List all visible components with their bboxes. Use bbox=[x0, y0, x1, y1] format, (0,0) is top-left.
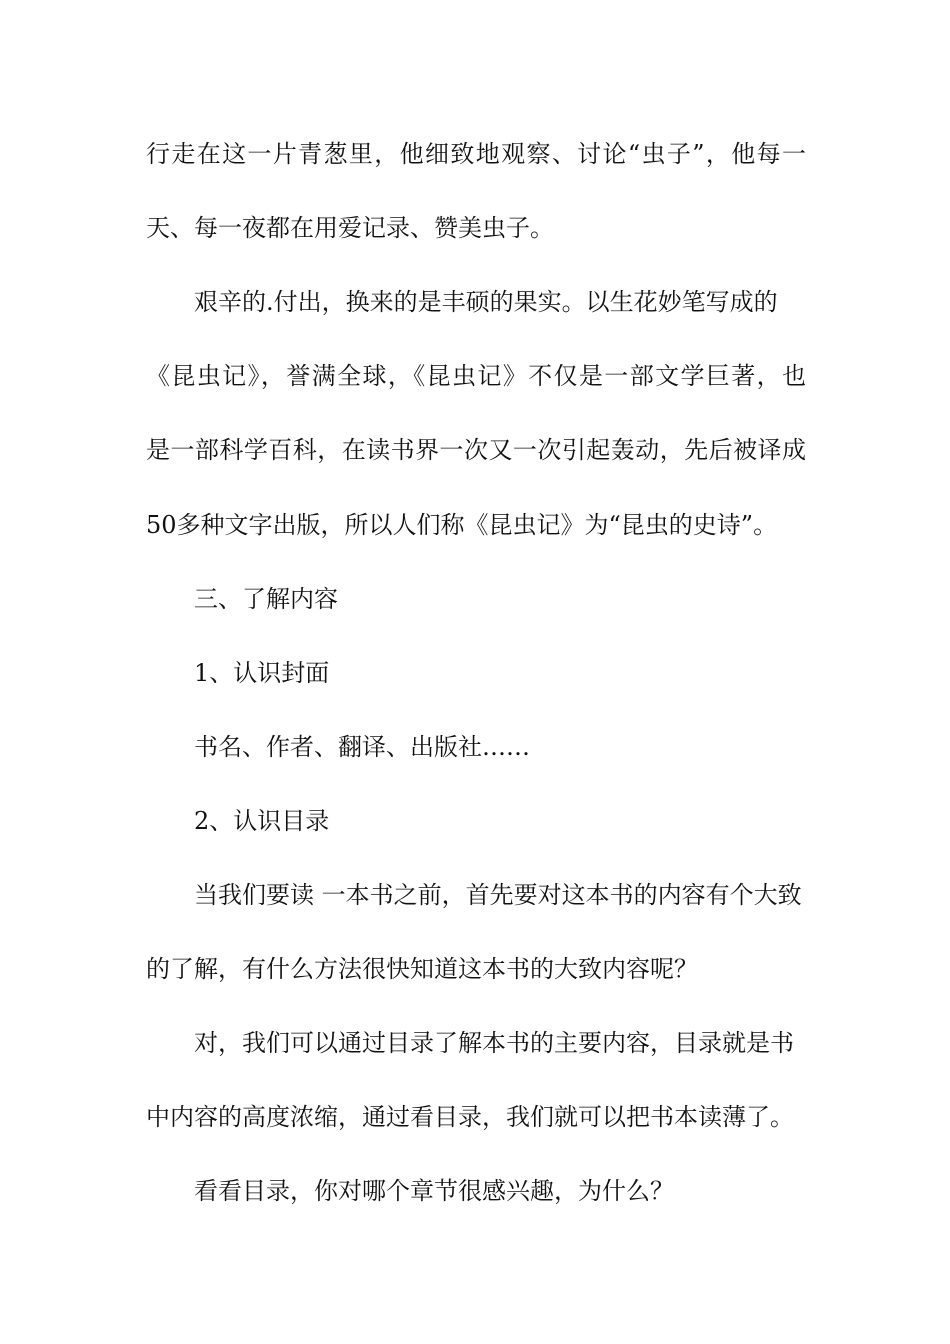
paragraph-line: 当我们要读 一本书之前，首先要对这本书的内容有个大致 bbox=[194, 881, 802, 909]
subsection-heading: 2、认识目录 bbox=[194, 807, 330, 835]
paragraph-line: 《昆虫记》，誉满全球，《昆虫记》不仅是一部文学巨著，也 bbox=[146, 362, 806, 390]
paragraph-line: 艰辛的.付出，换来的是丰硕的果实。以生花妙笔写成的 bbox=[194, 288, 778, 316]
paragraph-line: 书名、作者、翻译、出版社…… bbox=[194, 733, 530, 761]
paragraph-line: 中内容的高度浓缩，通过看目录，我们就可以把书本读薄了。 bbox=[146, 1103, 794, 1131]
paragraph-line: 是一部科学百科，在读书界一次又一次引起轰动，先后被译成 bbox=[146, 436, 806, 464]
paragraph-line: 50多种文字出版，所以人们称《昆虫记》为“昆虫的史诗”。 bbox=[146, 511, 778, 539]
section-heading: 三、了解内容 bbox=[194, 585, 338, 613]
paragraph-line: 看看目录，你对哪个章节很感兴趣，为什么？ bbox=[194, 1177, 674, 1205]
paragraph-line: 对，我们可以通过目录了解本书的主要内容，目录就是书 bbox=[194, 1029, 794, 1057]
paragraph-line: 的了解，有什么方法很快知道这本书的大致内容呢？ bbox=[146, 955, 698, 983]
paragraph-line: 行走在这一片青葱里，他细致地观察、讨论“虫子”，他每一 bbox=[146, 140, 806, 168]
paragraph-line: 天、每一夜都在用爱记录、赞美虫子。 bbox=[146, 214, 554, 242]
subsection-heading: 1、认识封面 bbox=[194, 659, 330, 687]
